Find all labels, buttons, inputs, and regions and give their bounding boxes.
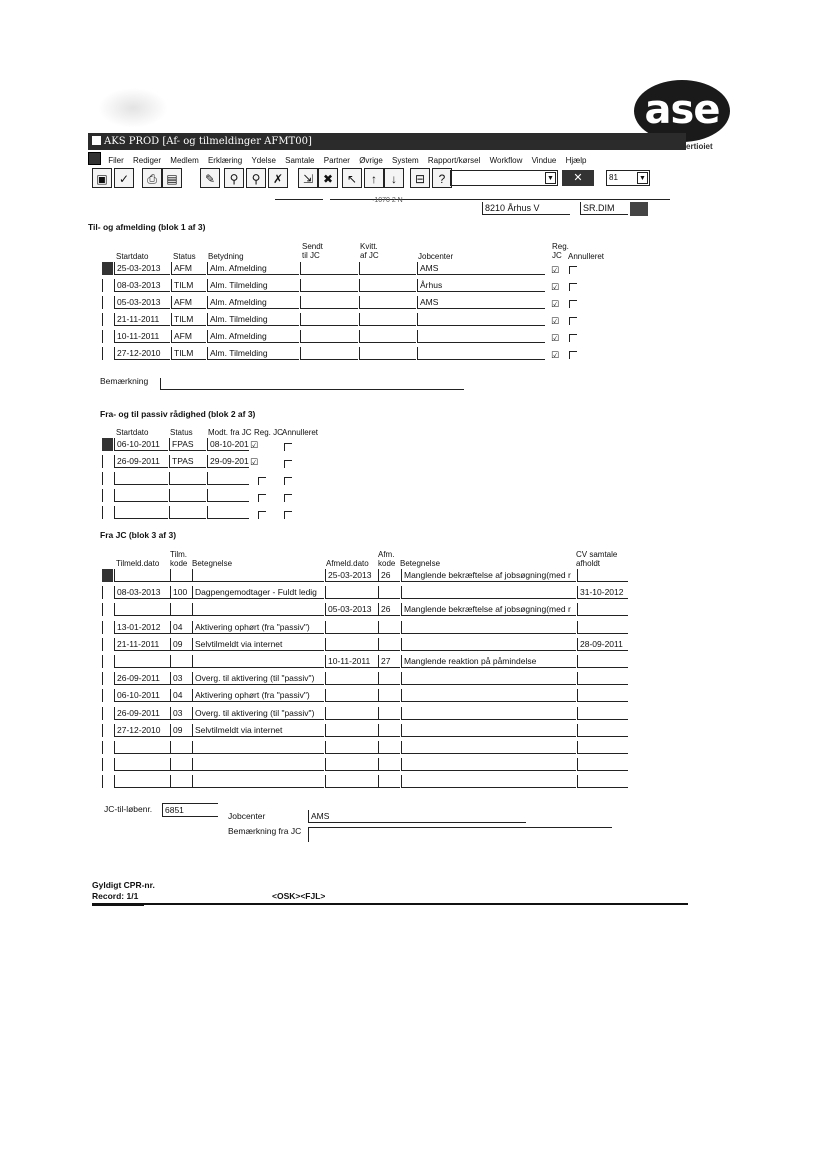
b3-col-cv: [576, 550, 617, 568]
b3-col-afm-line2: kode: [378, 559, 396, 568]
b3-cell-cv[interactable]: [577, 775, 628, 788]
row-marker[interactable]: [102, 347, 103, 360]
b3-cell-akode[interactable]: [378, 689, 400, 702]
row-marker[interactable]: [102, 455, 103, 468]
postal-city-field[interactable]: 8210 Århus V: [482, 202, 570, 215]
b3-cell-afmeld[interactable]: [325, 689, 378, 702]
search-next-icon[interactable]: ⚲: [246, 168, 266, 188]
b3-col-afmeld-dato: Afmeld.dato: [326, 559, 369, 568]
reg-jc-checkbox[interactable]: ☑: [250, 440, 259, 450]
col-reg-line1: Reg.: [552, 242, 569, 251]
b2-cell-startdato[interactable]: [114, 489, 168, 502]
b3-cell-tbeteg[interactable]: [192, 775, 324, 788]
b1-cell-jobcenter[interactable]: Århus: [417, 279, 545, 292]
b3-cell-abeteg[interactable]: [401, 707, 576, 720]
delete-record-icon[interactable]: ✖: [318, 168, 338, 188]
b3-cell-tilmeld[interactable]: [114, 758, 170, 771]
b1-cell-betydning[interactable]: Alm. Tilmelding: [207, 313, 299, 326]
bemaerkning-label: Bemærkning: [100, 376, 149, 386]
menu-medlem[interactable]: Medlem: [170, 156, 199, 165]
b1-cell-jobcenter[interactable]: [417, 313, 545, 326]
b3-cell-afmeld[interactable]: [325, 758, 378, 771]
ase-logo: ase: [634, 80, 730, 142]
chevron-down-icon[interactable]: ▼: [545, 172, 556, 184]
b3-cell-tbeteg[interactable]: [192, 569, 324, 582]
b1-cell-jobcenter[interactable]: [417, 347, 545, 360]
b3-cell-afmeld[interactable]: 05-03-2013: [325, 603, 378, 616]
b1-cell-startdato[interactable]: 10-11-2011: [114, 330, 170, 343]
b3-cell-tilmeld[interactable]: 21-11-2011: [114, 638, 170, 651]
b3-cell-afmeld[interactable]: [325, 724, 378, 737]
arrow-down-icon[interactable]: ↓: [384, 168, 404, 188]
b3-cell-abeteg[interactable]: Manglende reaktion på påmindelse: [401, 655, 576, 668]
b3-cell-cv[interactable]: 31-10-2012: [577, 586, 628, 599]
cancel-search-icon[interactable]: ✗: [268, 168, 288, 188]
b1-cell-betydning[interactable]: Alm. Afmelding: [207, 330, 299, 343]
b3-cell-tilmeld[interactable]: 13-01-2012: [114, 621, 170, 634]
row-marker[interactable]: [102, 621, 103, 634]
b3-col-tilm-kode: [170, 550, 187, 568]
b3-cell-tilmeld[interactable]: [114, 741, 170, 754]
b3-col-afm-line1: Afm.: [378, 550, 395, 559]
b3-cell-cv[interactable]: [577, 655, 628, 668]
b3-cell-tilmeld[interactable]: 08-03-2013: [114, 586, 170, 599]
b2-cell-modt[interactable]: 08-10-201: [207, 438, 249, 451]
row-marker[interactable]: [102, 586, 103, 599]
jobcenter-label: Jobcenter: [228, 811, 266, 821]
menu-hjaelp[interactable]: Hjælp: [565, 156, 587, 165]
b1-cell-startdato[interactable]: 21-11-2011: [114, 313, 170, 326]
b1-cell-betydning[interactable]: Alm. Tilmelding: [207, 347, 299, 360]
b1-cell-status[interactable]: AFM: [171, 296, 206, 309]
jc-loebenr-field[interactable]: 6851: [162, 804, 218, 817]
annulleret-checkbox[interactable]: [569, 351, 577, 359]
menu-samtale[interactable]: Samtale: [285, 156, 315, 165]
b3-cell-cv[interactable]: 28-09-2011: [577, 638, 628, 651]
b2-cell-modt[interactable]: [207, 506, 249, 519]
toolbar: [88, 168, 688, 190]
b3-cell-cv[interactable]: [577, 672, 628, 685]
b2-col-annulleret: Annulleret: [282, 428, 319, 437]
annulleret-checkbox[interactable]: [284, 477, 292, 485]
reg-jc-checkbox[interactable]: [258, 477, 266, 485]
b1-cell-startdato[interactable]: 27-12-2010: [114, 347, 170, 360]
col-sendt: [302, 242, 323, 260]
b3-cell-tbeteg[interactable]: Overg. til aktivering (til "passiv"): [192, 707, 324, 720]
row-marker[interactable]: [102, 506, 103, 519]
col-kvitt-line2: af JC: [360, 251, 379, 260]
row-marker[interactable]: [102, 296, 103, 309]
b3-cell-tilmeld[interactable]: [114, 775, 170, 788]
annulleret-checkbox[interactable]: [284, 443, 292, 451]
b3-cell-tilmeld[interactable]: [114, 655, 170, 668]
annulleret-checkbox[interactable]: [569, 334, 577, 342]
reg-jc-checkbox[interactable]: [258, 494, 266, 502]
b3-cell-tbeteg[interactable]: [192, 655, 324, 668]
b3-cell-tilmeld[interactable]: [114, 603, 170, 616]
row-marker[interactable]: [102, 603, 103, 616]
reg-jc-checkbox[interactable]: ☑: [551, 350, 560, 360]
b1-cell-status[interactable]: TILM: [171, 279, 206, 292]
row-marker[interactable]: [102, 707, 103, 720]
b3-cell-tbeteg[interactable]: [192, 603, 324, 616]
row-marker[interactable]: [102, 313, 103, 326]
col-kvitt-line1: Kvitt.: [360, 242, 378, 251]
b3-cell-abeteg[interactable]: [401, 638, 576, 651]
menu-system[interactable]: System: [392, 156, 419, 165]
b1-cell-status[interactable]: AFM: [171, 330, 206, 343]
row-selected-marker[interactable]: [102, 438, 113, 451]
b3-cell-tilmeld[interactable]: 26-09-2011: [114, 707, 170, 720]
status-message: Gyldigt CPR-nr.: [92, 880, 155, 890]
b1-cell-status[interactable]: TILM: [171, 313, 206, 326]
row-selected-marker[interactable]: [102, 569, 113, 582]
b3-cell-tkode[interactable]: [170, 741, 192, 754]
b3-cell-akode[interactable]: [378, 621, 400, 634]
b2-col-status: Status: [170, 428, 193, 437]
row-marker[interactable]: [102, 758, 103, 771]
b1-cell-kvitt[interactable]: [359, 296, 416, 309]
b1-cell-kvitt[interactable]: [359, 347, 416, 360]
document-icon[interactable]: ▤: [162, 168, 182, 188]
arrow-up-icon[interactable]: ↑: [364, 168, 384, 188]
b3-cell-akode[interactable]: [378, 741, 400, 754]
pen-icon[interactable]: ✎: [200, 168, 220, 188]
arrow-back-icon[interactable]: ↖: [342, 168, 362, 188]
header-partial-value: ·1070 2 N: [372, 197, 403, 204]
toolbar-dropdown[interactable]: [450, 170, 558, 186]
b3-cell-tilmeld[interactable]: [114, 569, 170, 582]
row-marker[interactable]: [102, 775, 103, 788]
b1-cell-sendt[interactable]: [300, 296, 358, 309]
reg-jc-checkbox[interactable]: ☑: [551, 265, 560, 275]
b3-cell-akode[interactable]: 26: [378, 603, 400, 616]
b1-cell-startdato[interactable]: 25-03-2013: [114, 262, 170, 275]
menu-rediger[interactable]: Rediger: [133, 156, 162, 165]
b2-cell-modt[interactable]: 29-09-201: [207, 455, 249, 468]
row-marker[interactable]: [102, 489, 103, 502]
b3-cell-tilmeld[interactable]: 06-10-2011: [114, 689, 170, 702]
b1-cell-jobcenter[interactable]: [417, 330, 545, 343]
b3-cell-akode[interactable]: [378, 758, 400, 771]
b1-cell-betydning[interactable]: Alm. Afmelding: [207, 262, 299, 275]
row-marker[interactable]: [102, 724, 103, 737]
b2-cell-startdato[interactable]: [114, 506, 168, 519]
menu-oevrige[interactable]: Øvrige: [359, 156, 383, 165]
b2-cell-startdato[interactable]: 26-09-2011: [114, 455, 168, 468]
reg-jc-checkbox[interactable]: ☑: [551, 333, 560, 343]
row-marker[interactable]: [102, 689, 103, 702]
b3-cell-tbeteg[interactable]: Selvtilmeldt via internet: [192, 724, 324, 737]
b3-cell-tkode[interactable]: [170, 603, 192, 616]
reg-jc-checkbox[interactable]: ☑: [551, 282, 560, 292]
b1-cell-kvitt[interactable]: [359, 279, 416, 292]
row-selected-marker[interactable]: [102, 262, 113, 275]
b3-cell-tbeteg[interactable]: [192, 741, 324, 754]
block3-title: Fra JC (blok 3 af 3): [100, 530, 177, 540]
annulleret-checkbox[interactable]: [569, 317, 577, 325]
b2-col-reg: Reg. JC: [254, 428, 283, 437]
b3-cell-tkode[interactable]: 100: [170, 586, 192, 599]
annulleret-checkbox[interactable]: [284, 494, 292, 502]
jobcenter-field[interactable]: AMS: [308, 810, 526, 823]
b3-cell-cv[interactable]: [577, 741, 628, 754]
b3-cell-tbeteg[interactable]: Overg. til aktivering (til "passiv"): [192, 672, 324, 685]
menu-workflow[interactable]: Workflow: [489, 156, 523, 165]
row-marker[interactable]: [102, 672, 103, 685]
col-kvitt: [360, 242, 379, 260]
b3-col-tilmeld-dato: Tilmeld.dato: [116, 559, 160, 568]
b3-cell-tkode[interactable]: 09: [170, 638, 192, 651]
menu-vindue[interactable]: Vindue: [531, 156, 557, 165]
b2-cell-status[interactable]: FPAS: [169, 438, 206, 451]
b3-cell-abeteg[interactable]: [401, 621, 576, 634]
status-rule: [92, 903, 688, 905]
b3-cell-tkode[interactable]: 03: [170, 707, 192, 720]
b3-cell-cv[interactable]: [577, 569, 628, 582]
col-sendt-line2: til JC: [302, 251, 320, 260]
b3-cell-tkode[interactable]: 03: [170, 672, 192, 685]
b3-cell-afmeld[interactable]: [325, 672, 378, 685]
reg-jc-checkbox[interactable]: ☑: [551, 299, 560, 309]
b3-cell-tbeteg[interactable]: Selvtilmeldt via internet: [192, 638, 324, 651]
checkmark-icon[interactable]: ✓: [114, 168, 134, 188]
reg-jc-checkbox[interactable]: [258, 511, 266, 519]
menu-erklaering[interactable]: Erklæring: [207, 156, 243, 165]
b2-cell-modt[interactable]: [207, 472, 249, 485]
b3-cell-akode[interactable]: [378, 672, 400, 685]
row-marker[interactable]: [102, 655, 103, 668]
b1-cell-startdato[interactable]: 08-03-2013: [114, 279, 170, 292]
b3-cell-abeteg[interactable]: [401, 586, 576, 599]
b3-cell-cv[interactable]: [577, 724, 628, 737]
b1-cell-status[interactable]: AFM: [171, 262, 206, 275]
b2-cell-status[interactable]: [169, 506, 206, 519]
b3-cell-tkode[interactable]: 04: [170, 621, 192, 634]
jc-loebenr-label: JC-til-løbenr.: [104, 804, 153, 814]
b1-cell-kvitt[interactable]: [359, 330, 416, 343]
b3-cell-tkode[interactable]: [170, 655, 192, 668]
b3-cell-akode[interactable]: [378, 724, 400, 737]
col-status: Status: [173, 252, 196, 261]
insert-record-icon[interactable]: ⇲: [298, 168, 318, 188]
b3-cell-akode[interactable]: [378, 775, 400, 788]
b3-cell-cv[interactable]: [577, 621, 628, 634]
b2-cell-status[interactable]: TPAS: [169, 455, 206, 468]
reg-jc-checkbox[interactable]: ☑: [551, 316, 560, 326]
b3-cell-tbeteg[interactable]: Aktivering ophørt (fra "passiv"): [192, 689, 324, 702]
row-marker[interactable]: [102, 472, 103, 485]
col-annulleret: Annulleret: [568, 252, 605, 261]
b1-cell-jobcenter[interactable]: AMS: [417, 262, 545, 275]
b3-cell-abeteg[interactable]: [401, 758, 576, 771]
b2-cell-startdato[interactable]: [114, 472, 168, 485]
bemaerkning-jc-field[interactable]: [308, 828, 612, 842]
b1-cell-jobcenter[interactable]: AMS: [417, 296, 545, 309]
app-window-icon: [92, 136, 101, 145]
b1-cell-sendt[interactable]: [300, 279, 358, 292]
b3-cell-tkode[interactable]: 04: [170, 689, 192, 702]
b3-cell-abeteg[interactable]: Manglende bekræftelse af jobsøgning(med r: [401, 603, 576, 616]
b1-cell-sendt[interactable]: [300, 262, 358, 275]
menu-ydelse[interactable]: Ydelse: [251, 156, 276, 165]
b3-cell-afmeld[interactable]: [325, 741, 378, 754]
b3-cell-tbeteg[interactable]: Dagpengemodtager - Fuldt ledig: [192, 586, 324, 599]
b1-cell-sendt[interactable]: [300, 330, 358, 343]
b2-cell-status[interactable]: [169, 489, 206, 502]
help-icon[interactable]: ?: [432, 168, 452, 188]
b1-cell-status[interactable]: TILM: [171, 347, 206, 360]
b3-cell-akode[interactable]: [378, 638, 400, 651]
b3-cell-afmeld[interactable]: [325, 638, 378, 651]
b3-cell-abeteg[interactable]: [401, 689, 576, 702]
code-field[interactable]: SR.DIM: [580, 202, 628, 215]
b2-cell-modt[interactable]: [207, 489, 249, 502]
save-icon[interactable]: ▣: [92, 168, 112, 188]
b1-cell-sendt[interactable]: [300, 347, 358, 360]
zoom-value: 81: [609, 173, 618, 182]
b3-cell-afmeld[interactable]: 10-11-2011: [325, 655, 378, 668]
b3-cell-afmeld[interactable]: [325, 775, 378, 788]
annulleret-checkbox[interactable]: [569, 283, 577, 291]
window-title: AKS PROD [Af- og tilmeldinger AFMT00]: [104, 136, 312, 147]
b3-col-afm-kode: [378, 550, 395, 568]
annulleret-checkbox[interactable]: [284, 460, 292, 468]
b3-cell-afmeld[interactable]: [325, 586, 378, 599]
status-keys: <OSK><FJL>: [272, 891, 326, 901]
search-icon[interactable]: ⚲: [224, 168, 244, 188]
system-menu-icon[interactable]: [88, 152, 101, 165]
b3-cell-abeteg[interactable]: Manglende bekræftelse af jobsøgning(med r: [401, 569, 576, 582]
b3-cell-tbeteg[interactable]: Aktivering ophørt (fra "passiv"): [192, 621, 324, 634]
b3-cell-cv[interactable]: [577, 603, 628, 616]
row-marker[interactable]: [102, 279, 103, 292]
b3-cell-afmeld[interactable]: 25-03-2013: [325, 569, 378, 582]
b3-cell-tkode[interactable]: [170, 569, 192, 582]
row-marker[interactable]: [102, 330, 103, 343]
b1-cell-betydning[interactable]: Alm. Tilmelding: [207, 279, 299, 292]
b2-col-startdato: Startdato: [116, 428, 149, 437]
b3-col-cv-line1: CV samtale: [576, 550, 618, 559]
b3-cell-tkode[interactable]: 09: [170, 724, 192, 737]
col-reg-line2: JC: [552, 251, 562, 260]
b3-cell-abeteg[interactable]: [401, 741, 576, 754]
bemaerkning-jc-label: Bemærkning fra JC: [228, 826, 302, 836]
b3-cell-akode[interactable]: 27: [378, 655, 400, 668]
brand-tagline: ertioiet: [686, 142, 713, 151]
b3-cell-akode[interactable]: [378, 586, 400, 599]
b3-cell-cv[interactable]: [577, 758, 628, 771]
row-marker[interactable]: [102, 741, 103, 754]
b2-cell-status[interactable]: [169, 472, 206, 485]
print-icon[interactable]: ⎙: [142, 168, 162, 188]
b3-cell-akode[interactable]: [378, 707, 400, 720]
menu-bar: [88, 152, 688, 166]
b3-col-cv-line2: afholdt: [576, 559, 601, 568]
block2-title: Fra- og til passiv rådighed (blok 2 af 3): [100, 409, 256, 419]
b3-cell-abeteg[interactable]: [401, 672, 576, 685]
b3-cell-afmeld[interactable]: [325, 621, 378, 634]
b2-cell-startdato[interactable]: 06-10-2011: [114, 438, 168, 451]
zoom-select[interactable]: [606, 170, 650, 186]
scan-smudge: [98, 88, 168, 128]
bemaerkning-input[interactable]: [160, 378, 464, 390]
status-rule-short: [92, 905, 144, 906]
b3-cell-afmeld[interactable]: [325, 707, 378, 720]
b3-cell-akode[interactable]: 26: [378, 569, 400, 582]
b3-col-tilm-line2: kode: [170, 559, 188, 568]
menu-partner[interactable]: Partner: [323, 156, 350, 165]
b1-cell-kvitt[interactable]: [359, 262, 416, 275]
col-jobcenter: Jobcenter: [418, 252, 454, 261]
b3-cell-abeteg[interactable]: [401, 775, 576, 788]
block1-title: Til- og afmelding (blok 1 af 3): [88, 222, 206, 232]
b3-cell-cv[interactable]: [577, 689, 628, 702]
b3-cell-tbeteg[interactable]: [192, 758, 324, 771]
header-action-button[interactable]: [630, 202, 648, 216]
b3-cell-cv[interactable]: [577, 707, 628, 720]
b1-cell-kvitt[interactable]: [359, 313, 416, 326]
exit-icon[interactable]: ✕: [562, 170, 594, 186]
col-betydning: Betydning: [208, 252, 244, 261]
menu-filer[interactable]: Filer: [108, 156, 124, 165]
b1-cell-startdato[interactable]: 05-03-2013: [114, 296, 170, 309]
b2-col-modt: Modt. fra JC: [208, 428, 252, 437]
col-reg-jc: [552, 242, 569, 260]
status-record: Record: 1/1: [92, 891, 139, 901]
window-titlebar: [88, 133, 686, 150]
annulleret-checkbox[interactable]: [569, 300, 577, 308]
chevron-down-icon[interactable]: ▼: [637, 172, 648, 184]
b1-cell-sendt[interactable]: [300, 313, 358, 326]
col-startdato: Startdato: [116, 252, 149, 261]
reg-jc-checkbox[interactable]: ☑: [250, 457, 259, 467]
b3-cell-abeteg[interactable]: [401, 724, 576, 737]
menu-rapport-koersel[interactable]: Rapport/kørsel: [427, 156, 481, 165]
b3-col-betegnelse-2: Betegnelse: [400, 559, 441, 568]
row-marker[interactable]: [102, 638, 103, 651]
b3-col-tilm-line1: Tilm.: [170, 550, 188, 559]
b1-cell-betydning[interactable]: Alm. Afmelding: [207, 296, 299, 309]
header-rule: [275, 199, 323, 200]
b3-cell-tkode[interactable]: [170, 775, 192, 788]
edit-icon[interactable]: ⊟: [410, 168, 430, 188]
col-sendt-line1: Sendt: [302, 242, 323, 251]
b3-cell-tilmeld[interactable]: 26-09-2011: [114, 672, 170, 685]
b3-col-betegnelse-1: Betegnelse: [192, 559, 233, 568]
b3-cell-tilmeld[interactable]: 27-12-2010: [114, 724, 170, 737]
b3-cell-tkode[interactable]: [170, 758, 192, 771]
annulleret-checkbox[interactable]: [569, 266, 577, 274]
annulleret-checkbox[interactable]: [284, 511, 292, 519]
